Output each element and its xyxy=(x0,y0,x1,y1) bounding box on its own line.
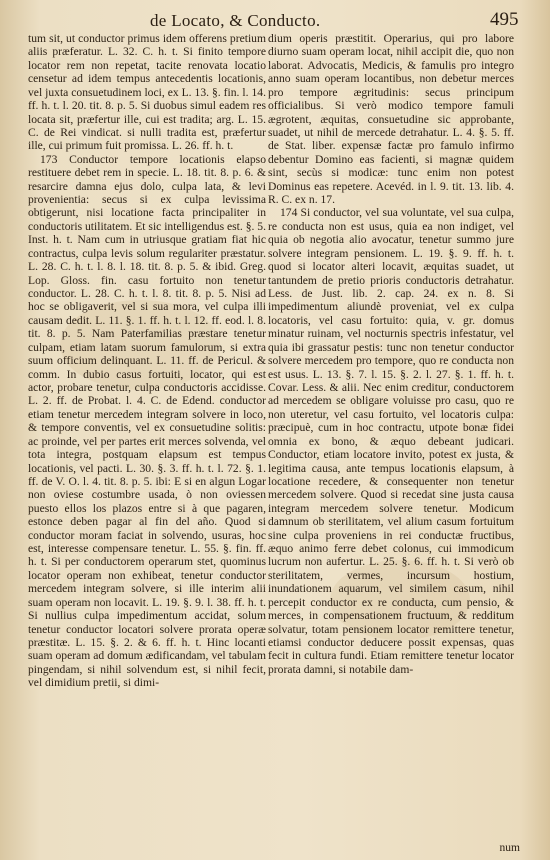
paragraph-174: 174 Si conductor, vel sua voluntate, vel sua culpa, re conducta non est usus, quia ea non indiget, vel quia ob negotia alio avocatur, tenetur summo jure solvere integram pensionem. L. 19. §. 9. ff. h. t. quod si locator alteri locavit, æquitas suadet, ut tantundem de pretio prioris conductoris detrahatur. Less. de Just. lib. 2. cap. 24. ex n. 8. Si impedimentum aliundè proveniat, vel ex culpa locatoris, vel casu fortuito: quia, v. gr. domus minatur ruinam, vel nocturnis spectris infestatur, vel quia ibi grassatur pestis: tunc non tenetur conductor solvere mercedem pro tempore, quo re conducta non est usus. L. 13. §. 7. l. 15. §. 2. l. 27. §. 1. ff. h. t. Covar. Less. & alii. Nec enim creditur, conductorem ad mercedem se obligare voluisse pro casu, quo re non uteretur, vel casu fortuito, vel locatoris culpa: præcipuè, cum in hoc contractu, utpote bonæ fidei omnia ex bono, & æquo debeant judicari. Conductor, etiam locatore invito, potest ex justa, & legitima causa, ante tempus locationis elapsum, à locatione recedere, & consequenter non tenetur mercedem solvere. Quod si recedat sine justa causa integram mercedem solvere tenetur. Modicum damnum ob sterilitatem, vel alium casum fortuitum sine culpa proveniens in rei conductæ fructibus, æquo animo ferre debet colonus, cui immodicum lucrum non aufertur. L. 25. §. 6. ff. h. t. Si verò ob sterilitatem, vermes, incursum hostium, inundationem aquarum, vel similem casum, nihil percepit conductor ex re conducta, cum pensio, & merces, in compensationem fructuum, & redditum solvatur, totam pensionem locator remittere tenetur, etiamsi conductor deducere possit expensas, quas fecit in cultura fundi. Etiam remittere tenetur locator prorata damni, si notabile dam- xyxy=(268,206,514,676)
paragraph: dium operis præstitit. Operarius, qui pro labore diurno suam operam locat, nihil accipit die, quo non laborat. Advocatis, Medicis, & famulis pro integro anno suam operam locantibus, non debetur merces pro tempore ægritudinis: secus principum officialibus. Si verò modico tempore famuli ægrotent, æquitas, consuetudine sic approbante, suadet, ut nihil de mercede detrahatur. L. 4. §. 5. ff. de Stat. liber. expensæ factæ pro famulo infirmo debentur Domino eas facienti, si magnæ quidem sint, secùs si modicæ: tunc enim non potest Dominus eas repetere. Acevéd. in l. 9. tit. 13. lib. 4. R. C. ex n. 17. xyxy=(268,32,514,207)
paragraph: tum sit, ut conductor primus idem offerens pretium aliis præferatur. L. 32. C. h. t. Si finito tempore locator rem non repetat, tacite renovata locatio censetur ad idem tempus antecedentis locationis, vel juxta consuetudinem loci, ex L. 13. §. fin. l. 14. ff. h. t. l. 20. tit. 8. p. 5. Si duobus simul eadem res locata sit, præfertur ille, cui est tradita; arg. L. 15. C. de Rei vindicat. si nulli tradita est, præfertur ille, cui primum fuit promissa. L. 26. ff. h. t. xyxy=(28,32,266,153)
page-number: 495 xyxy=(490,9,519,30)
left-column xyxy=(28,32,266,690)
running-head: de Locato, & Conducto. xyxy=(150,11,321,30)
catchword: num xyxy=(499,842,520,854)
page-header xyxy=(0,6,550,32)
paragraph-173: 173 Conductor tempore locationis elapso restituere debet rem in specie. L. 18. tit. 8. p. 6. & resarcire damna ejus dolo, culpa lata, & levi provenientia: secus si ex culpa levissima obtigerunt, nisi locatione facta principaliter in conductoris utilitatem. Et sic intelligendus est. §. 5. Inst. h. t. Nam cum in utriusque gratiam fiat hic contractus, culpa levis solum regulariter præstatur. L. 28. C. h. t. l. 8. l. 18. tit. 8. p. 5. & ibid. Greg. Lop. Gloss. fin. casu fortuito non tenetur conductor. L. 28. C. h. t. l. 8. tit. 8. p. 5. Nisi ad hoc se obligaverit, vel si sua mora, vel culpa illi causam dedit. L. 11. §. 1. ff. h. t. l. 12. ff. eod. l. 8. tit. 8. p. 5. Nam Paterfamilias præstare tenetur culpam, etiam latam suorum famulorum, si extra suum officium delinquant. L. 11. ff. de Pericul. & comm. In dubio casus fortuiti, locator, qui est actor, probare tenetur, culpa conductoris accidisse. L. 2. ff. de Probat. l. 4. C. de Edend. conductor etiam tenetur mercedem integram solvere in loco, & tempore conventis, vel ex consuetudine solitis: ac proinde, vel per partes erit merces solvenda, vel tota integra, postquam elapsum est tempus locationis, vel pacti. L. 30. §. 3. ff. h. t. l. 72. §. 1. ff. de V. O. l. 4. tit. 8. p. 5. ibi: E si en algun Logar non oviese costumbre usada, ò non oviessen puesto ellos los plazos entre si à que pagaren, estonce deben pagar al fin del año. Quod si conductor moram faciat in solvendo, usuras, hoc est, interesse compensare tenetur. L. 55. §. fin. ff. h. t. Si per conductorem operarum stet, quominus locator operam non exhibeat, tenetur conductor mercedem integram solvere, si ille interim alii suam operam non locavit. L. 19. §. 9. l. 38. ff. h. t. Si nullius culpa impedimentum accidat, solum tenetur conductor locatori solvere prorata operæ præstitæ. L. 15. §. 2. & 6. ff. h. t. Hinc locanti suam operam ad domum ædificandam, vel tabulam pingendam, si nihil solvendum est, si nihil fecit, vel dimidium pretii, si dimi- xyxy=(28,152,266,690)
right-column xyxy=(268,32,514,676)
